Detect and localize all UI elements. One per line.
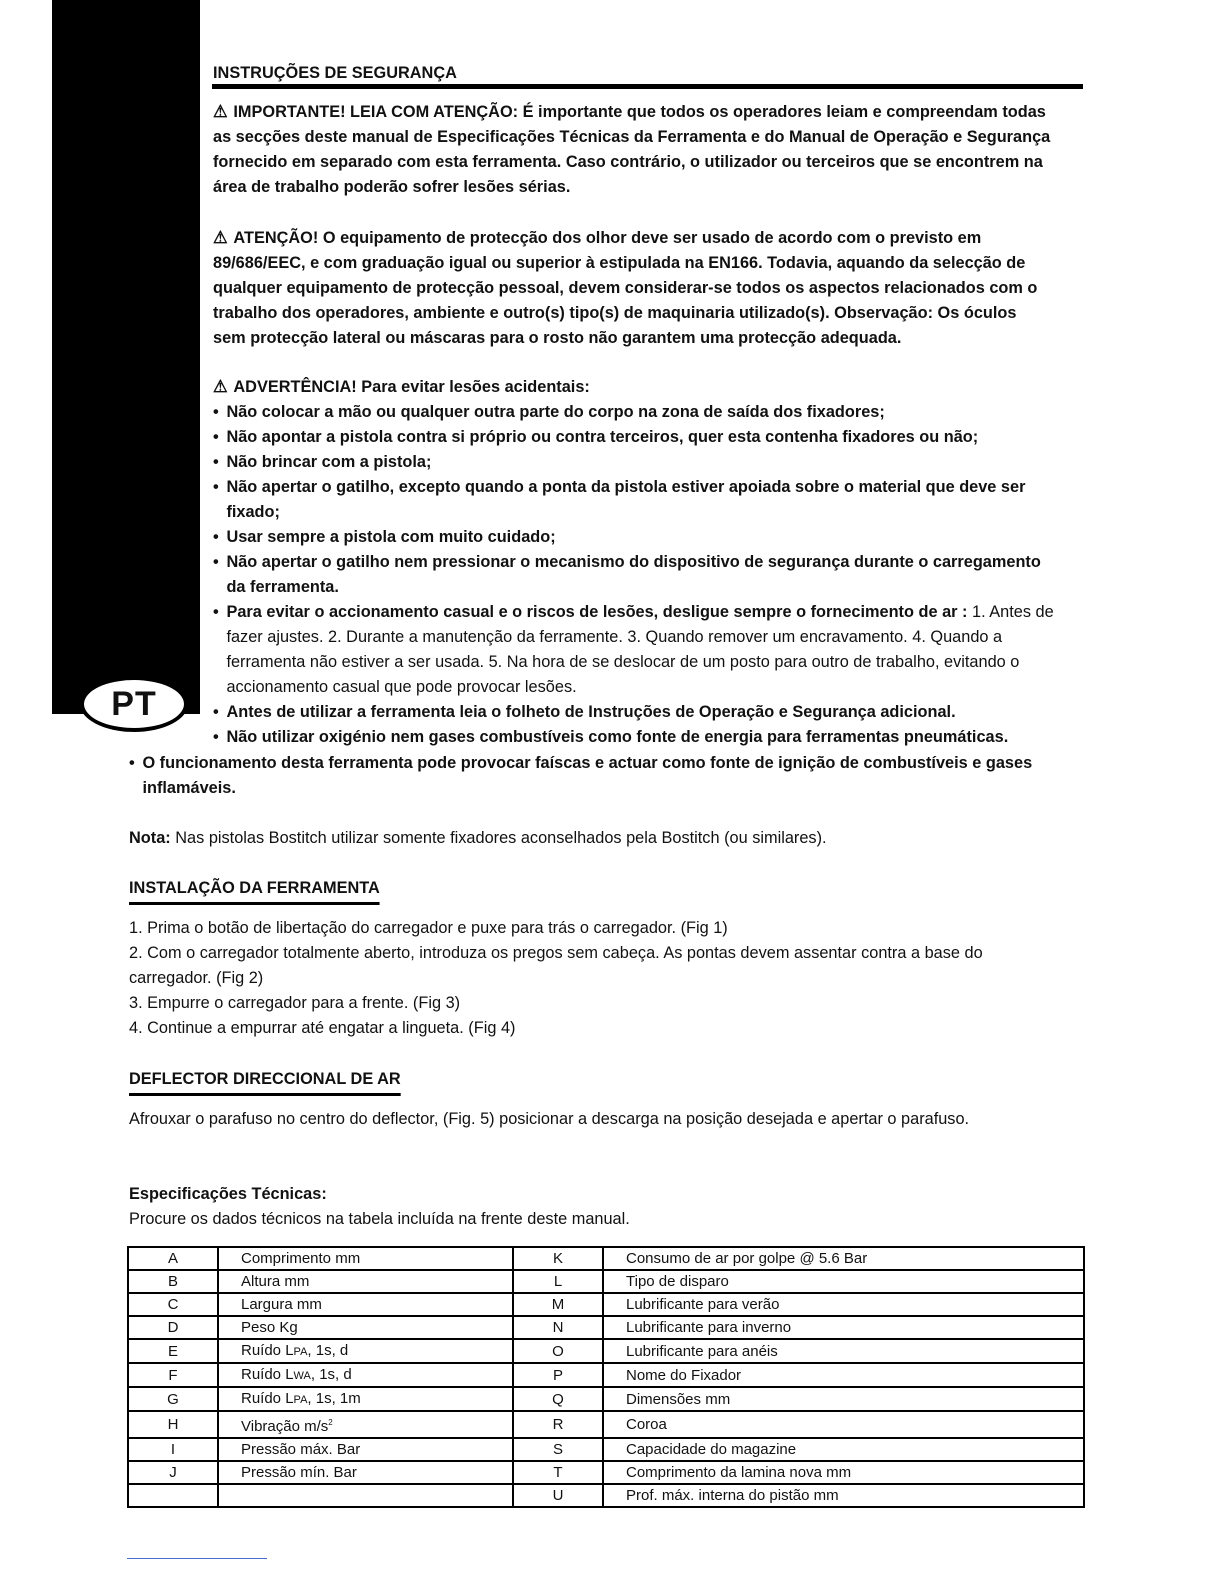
table-cell: I bbox=[128, 1438, 218, 1461]
warning-section bbox=[213, 374, 1058, 749]
footer-rule bbox=[127, 1558, 267, 1559]
specs-heading: Especificações Técnicas: bbox=[129, 1184, 327, 1203]
list-item bbox=[213, 599, 1058, 699]
warning-triangle-icon: ⚠ bbox=[213, 377, 228, 396]
note-paragraph bbox=[129, 825, 1041, 850]
table-cell: G bbox=[128, 1387, 218, 1411]
table-cell bbox=[218, 1411, 513, 1438]
important-paragraph bbox=[213, 99, 1053, 199]
table-cell: Q bbox=[513, 1387, 603, 1411]
warning-triangle-icon: ⚠ bbox=[213, 102, 228, 121]
table-cell: B bbox=[128, 1270, 218, 1293]
list-item: • Não brincar com a pistola; bbox=[213, 449, 1058, 474]
installation-section bbox=[129, 875, 1041, 1040]
specs-text: Procure os dados técnicos na tabela incluída na frente deste manual. bbox=[129, 1209, 630, 1228]
table-cell: S bbox=[513, 1438, 603, 1461]
table-cell: M bbox=[513, 1293, 603, 1316]
installation-steps bbox=[129, 915, 1041, 1040]
list-item: 4. Continue a empurrar até engatar a lingueta. (Fig 4) bbox=[129, 1018, 516, 1037]
table-cell: Altura mm bbox=[218, 1270, 513, 1293]
table-cell: Pressão máx. Bar bbox=[218, 1438, 513, 1461]
table-cell: Largura mm bbox=[218, 1293, 513, 1316]
table-cell: A bbox=[128, 1247, 218, 1270]
table-row bbox=[128, 1484, 1084, 1507]
table-row bbox=[128, 1293, 1084, 1316]
table-cell-text: Ruído L bbox=[241, 1342, 294, 1359]
table-cell: Comprimento da lamina nova mm bbox=[603, 1461, 1084, 1484]
table-cell: Lubrificante para verão bbox=[603, 1293, 1084, 1316]
table-row bbox=[128, 1411, 1084, 1438]
warning-bullet-list bbox=[213, 399, 1058, 749]
table-cell-text: Ruído L bbox=[241, 1390, 294, 1407]
table-row bbox=[128, 1387, 1084, 1411]
spark-bullet-list bbox=[129, 750, 1041, 800]
table-row bbox=[128, 1316, 1084, 1339]
specs-table bbox=[127, 1246, 1085, 1508]
table-cell-superscript: 2 bbox=[328, 1418, 333, 1427]
table-cell: L bbox=[513, 1270, 603, 1293]
table-cell: U bbox=[513, 1484, 603, 1507]
installation-heading: INSTALAÇÃO DA FERRAMENTA bbox=[129, 875, 380, 905]
table-cell: N bbox=[513, 1316, 603, 1339]
table-cell: D bbox=[128, 1316, 218, 1339]
table-cell bbox=[128, 1484, 218, 1507]
language-badge: PT bbox=[80, 676, 188, 732]
list-item: • Antes de utilizar a ferramenta leia o folheto de Instruções de Operação e Segurança adicional. bbox=[213, 699, 1058, 724]
list-item: • Não colocar a mão ou qualquer outra parte do corpo na zona de saída dos fixadores; bbox=[213, 399, 1058, 424]
table-cell-text: , 1s, d bbox=[310, 1366, 352, 1383]
table-cell: E bbox=[128, 1339, 218, 1363]
list-item: 3. Empurre o carregador para a frente. (Fig 3) bbox=[129, 993, 461, 1012]
table-cell: O bbox=[513, 1339, 603, 1363]
list-item: • Não apertar o gatilho nem pressionar o mecanismo do dispositivo de segurança durante o carregamento da ferramenta. bbox=[213, 549, 1058, 599]
important-text: É importante que todos os operadores leiam e compreendam todas as secções deste manual de Especificações Técnicas da Ferramenta e do Manual de Operação e Segurança fornecido em separado com esta ferramenta. Caso contrário, o utilizador ou terceiros que se encontrem na área de trabalho poderão sofrer lesões sérias. bbox=[213, 102, 1051, 196]
table-cell-subscript: PA bbox=[293, 1346, 308, 1358]
table-cell: Tipo de disparo bbox=[603, 1270, 1084, 1293]
deflector-heading: DEFLECTOR DIRECCIONAL DE AR bbox=[129, 1066, 401, 1096]
table-cell bbox=[218, 1484, 513, 1507]
table-cell bbox=[218, 1387, 513, 1411]
list-item: • O funcionamento desta ferramenta pode provocar faíscas e actuar como fonte de ignição de combustíveis e gases inflamáveis. bbox=[129, 750, 1041, 800]
table-row bbox=[128, 1363, 1084, 1387]
table-cell: Pressão mín. Bar bbox=[218, 1461, 513, 1484]
list-item: • Não apontar a pistola contra si próprio ou contra terceiros, quer esta contenha fixadores ou não; bbox=[213, 424, 1058, 449]
table-cell: C bbox=[128, 1293, 218, 1316]
table-cell-subscript: WA bbox=[293, 1370, 311, 1382]
air-bullet-bold: Para evitar o accionamento casual e o riscos de lesões, desligue sempre o fornecimento de ar : bbox=[226, 602, 968, 621]
table-row bbox=[128, 1438, 1084, 1461]
list-item: • Não apertar o gatilho, excepto quando a ponta da pistola estiver apoiada sobre o material que deve ser fixado; bbox=[213, 474, 1058, 524]
warning-label-line bbox=[213, 374, 1058, 399]
table-cell: P bbox=[513, 1363, 603, 1387]
table-cell: J bbox=[128, 1461, 218, 1484]
table-row bbox=[128, 1247, 1084, 1270]
list-item: • Não utilizar oxigénio nem gases combustíveis como fonte de energia para ferramentas pneumáticas. bbox=[213, 724, 1058, 749]
list-item: • Usar sempre a pistola com muito cuidado; bbox=[213, 524, 1058, 549]
table-cell-text: , 1s, d bbox=[307, 1342, 349, 1359]
table-cell: Dimensões mm bbox=[603, 1387, 1084, 1411]
table-cell bbox=[218, 1363, 513, 1387]
attention-paragraph bbox=[213, 225, 1053, 350]
table-cell: Comprimento mm bbox=[218, 1247, 513, 1270]
table-cell: Prof. máx. interna do pistão mm bbox=[603, 1484, 1084, 1507]
list-item: 2. Com o carregador totalmente aberto, introduza os pregos sem cabeça. As pontas devem assentar contra a base do carregador. (Fig 2) bbox=[129, 943, 983, 987]
important-label: IMPORTANTE! LEIA COM ATENÇÃO: bbox=[233, 102, 519, 121]
table-row bbox=[128, 1339, 1084, 1363]
deflector-text: Afrouxar o parafuso no centro do deflector, (Fig. 5) posicionar a descarga na posição desejada e apertar o parafuso. bbox=[129, 1109, 970, 1128]
table-cell: Consumo de ar por golpe @ 5.6 Bar bbox=[603, 1247, 1084, 1270]
list-item: 1. Prima o botão de libertação do carregador e puxe para trás o carregador. (Fig 1) bbox=[129, 918, 728, 937]
table-cell: R bbox=[513, 1411, 603, 1438]
table-cell: H bbox=[128, 1411, 218, 1438]
safety-heading: INSTRUÇÕES DE SEGURANÇA bbox=[213, 63, 457, 82]
heading-rule bbox=[212, 84, 1083, 89]
warning-triangle-icon: ⚠ bbox=[213, 228, 228, 247]
table-cell: T bbox=[513, 1461, 603, 1484]
table-cell: Nome do Fixador bbox=[603, 1363, 1084, 1387]
table-cell: Peso Kg bbox=[218, 1316, 513, 1339]
table-cell-text: Ruído L bbox=[241, 1366, 294, 1383]
table-row bbox=[128, 1270, 1084, 1293]
table-cell bbox=[218, 1339, 513, 1363]
table-row bbox=[128, 1461, 1084, 1484]
table-cell: Lubrificante para inverno bbox=[603, 1316, 1084, 1339]
table-cell: Coroa bbox=[603, 1411, 1084, 1438]
table-cell: K bbox=[513, 1247, 603, 1270]
warning-label: ADVERTÊNCIA! Para evitar lesões acidentais: bbox=[233, 377, 590, 396]
note-label: Nota: bbox=[129, 828, 171, 847]
air-bullet-rest: 1. Antes de fazer ajustes. 2. Durante a manutenção da ferramente. 3. Quando remover um encravamento. 4. Quando a ferramenta não estiver a ser usada. 5. Na hora de se deslocar de um posto para outro de trabalho, evitando o accionamento casual que pode provocar lesões. bbox=[226, 602, 1054, 696]
spark-warning bbox=[129, 750, 1041, 800]
attention-text: O equipamento de protecção dos olhor deve ser usado de acordo com o previsto em 89/686/EEC, e com graduação igual ou superior à estipulada na EN166. Todavia, aquando da selecção de qualquer equipamento de protecção pessoal, devem considerar-se todos os aspectos relacionados com o trabalho dos operadores, ambiente e outro(s) tipo(s) de maquinaria utilizado(s). Observação: Os óculos sem protecção lateral ou máscaras para o rosto não garantem uma protecção adequada. bbox=[213, 228, 1038, 347]
table-cell: Lubrificante para anéis bbox=[603, 1339, 1084, 1363]
deflector-section bbox=[129, 1066, 1041, 1131]
specs-section bbox=[129, 1181, 1041, 1231]
attention-label: ATENÇÃO! bbox=[233, 228, 319, 247]
table-cell-subscript: PA bbox=[293, 1394, 308, 1406]
note-text: Nas pistolas Bostitch utilizar somente fixadores aconselhados pela Bostitch (ou similares). bbox=[175, 828, 827, 847]
table-cell-text: Vibração m/s bbox=[241, 1418, 329, 1435]
table-cell: Capacidade do magazine bbox=[603, 1438, 1084, 1461]
language-sidebar-bar bbox=[52, 0, 200, 714]
table-cell-text: , 1s, 1m bbox=[307, 1390, 361, 1407]
table-cell: F bbox=[128, 1363, 218, 1387]
